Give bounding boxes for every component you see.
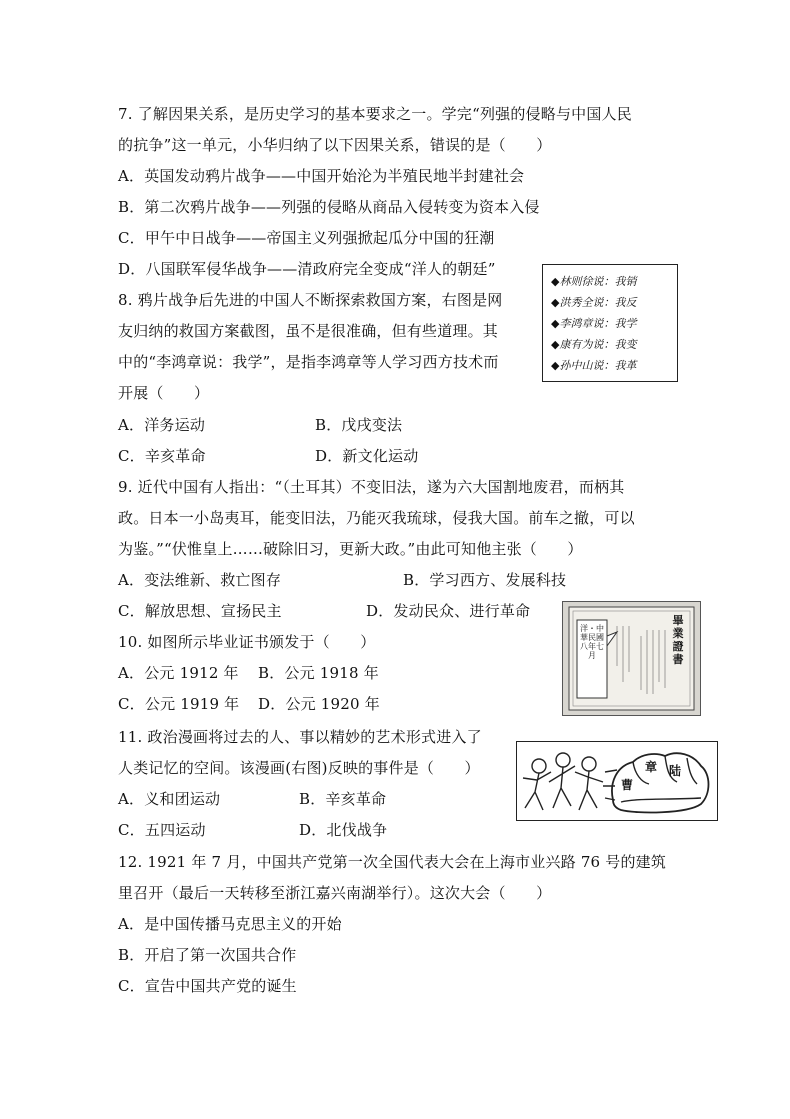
saying-item: ◆康有为说：我变 (551, 338, 637, 351)
q8-sayings-figure (542, 264, 678, 382)
q8-option-b: B．戊戌变法 (315, 416, 403, 434)
q9-stem-line3: 为鉴。”“伏惟皇上……破除旧习，更新大政。”由此可知他主张（ ） (118, 540, 583, 558)
q7-stem-line1: 7. 了解因果关系，是历史学习的基本要求之一。学完“列强的侵略与中国人民 (118, 105, 632, 123)
q11-stem-line2: 人类记忆的空间。该漫画(右图)反映的事件是（ ） (118, 759, 480, 777)
q8-stem-line3: 中的“李鸿章说：我学”，是指李鸿章等人学习西方技术而 (118, 353, 499, 371)
saying-item: ◆林则徐说：我销 (551, 275, 637, 288)
q12-option-c: C．宣告中国共产党的诞生 (118, 977, 297, 995)
q8-stem-line2: 友归纳的救国方案截图，虽不是很准确，但有些道理。其 (118, 322, 499, 340)
q9-option-c: C．解放思想、宣扬民主 (118, 602, 282, 620)
q7-option-c: C．甲午中日战争——帝国主义列强掀起瓜分中国的狂潮 (118, 229, 495, 247)
q10-option-c: C．公元 1919 年 (118, 695, 240, 713)
certificate-title: 畢業證書 (672, 614, 684, 666)
q10-option-a: A．公元 1912 年 (118, 664, 239, 682)
q7-option-b: B．第二次鸦片战争——列强的侵略从商品入侵转变为资本入侵 (118, 198, 540, 216)
q9-stem-line2: 政。日本一小岛夷耳，能变旧法，乃能灭我琉球，侵我大国。前车之撤，可以 (118, 509, 635, 527)
q8-stem-line1: 8. 鸦片战争后先进的中国人不断探索救国方案，右图是网 (118, 291, 503, 309)
q11-stem-line1: 11. 政治漫画将过去的人、事以精妙的艺术形式进入了 (118, 728, 482, 746)
cartoon-drawing (517, 742, 717, 820)
q9-stem-line1: 9. 近代中国有人指出：“（土耳其）不变旧法，遂为六大国割地废君，而柄其 (118, 478, 625, 496)
q8-stem-line4: 开展（ ） (118, 384, 210, 402)
q8-option-d: D．新文化运动 (315, 447, 419, 465)
q7-stem-line2: 的抗争”这一单元，小华归纳了以下因果关系，错误的是（ ） (118, 136, 552, 154)
q10-certificate-image (562, 601, 701, 716)
cartoon-label: 曹 (621, 778, 634, 792)
certificate-callout: 洋・中華民國八年七月 (580, 624, 604, 660)
q7-option-d: D．八国联军侵华战争——清政府完全变成“洋人的朝廷” (118, 260, 496, 278)
q12-stem-line1: 12. 1921 年 7 月，中国共产党第一次全国代表大会在上海市业兴路 76 号的建筑 (118, 853, 667, 871)
q8-option-c: C．辛亥革命 (118, 447, 206, 465)
cartoon-label: 陆 (669, 764, 682, 778)
q12-stem-line2: 里召开（最后一天转移至浙江嘉兴南湖举行）。这次大会（ ） (118, 884, 552, 902)
q11-option-d: D．北伐战争 (299, 821, 388, 839)
q11-option-b: B．辛亥革命 (299, 790, 387, 808)
q10-stem: 10. 如图所示毕业证书颁发于（ ） (118, 633, 376, 651)
saying-item: ◆孙中山说：我革 (551, 359, 637, 372)
q11-option-c: C．五四运动 (118, 821, 206, 839)
q11-option-a: A．义和团运动 (118, 790, 221, 808)
q9-option-a: A．变法维新、救亡图存 (118, 571, 282, 589)
q12-option-a: A．是中国传播马克思主义的开始 (118, 915, 342, 933)
q11-cartoon-image (516, 741, 718, 821)
q9-option-d: D．发动民众、进行革命 (366, 602, 531, 620)
q10-option-b: B．公元 1918 年 (258, 664, 379, 682)
q12-option-b: B．开启了第一次国共合作 (118, 946, 297, 964)
q8-option-a: A．洋务运动 (118, 416, 206, 434)
q9-option-b: B．学习西方、发展科技 (403, 571, 567, 589)
q10-option-d: D．公元 1920 年 (258, 695, 380, 713)
saying-item: ◆李鸿章说：我学 (551, 317, 637, 330)
saying-item: ◆洪秀全说：我反 (551, 296, 637, 309)
cartoon-label: 章 (645, 760, 658, 774)
q7-option-a: A．英国发动鸦片战争——中国开始沦为半殖民地半封建社会 (118, 167, 525, 185)
